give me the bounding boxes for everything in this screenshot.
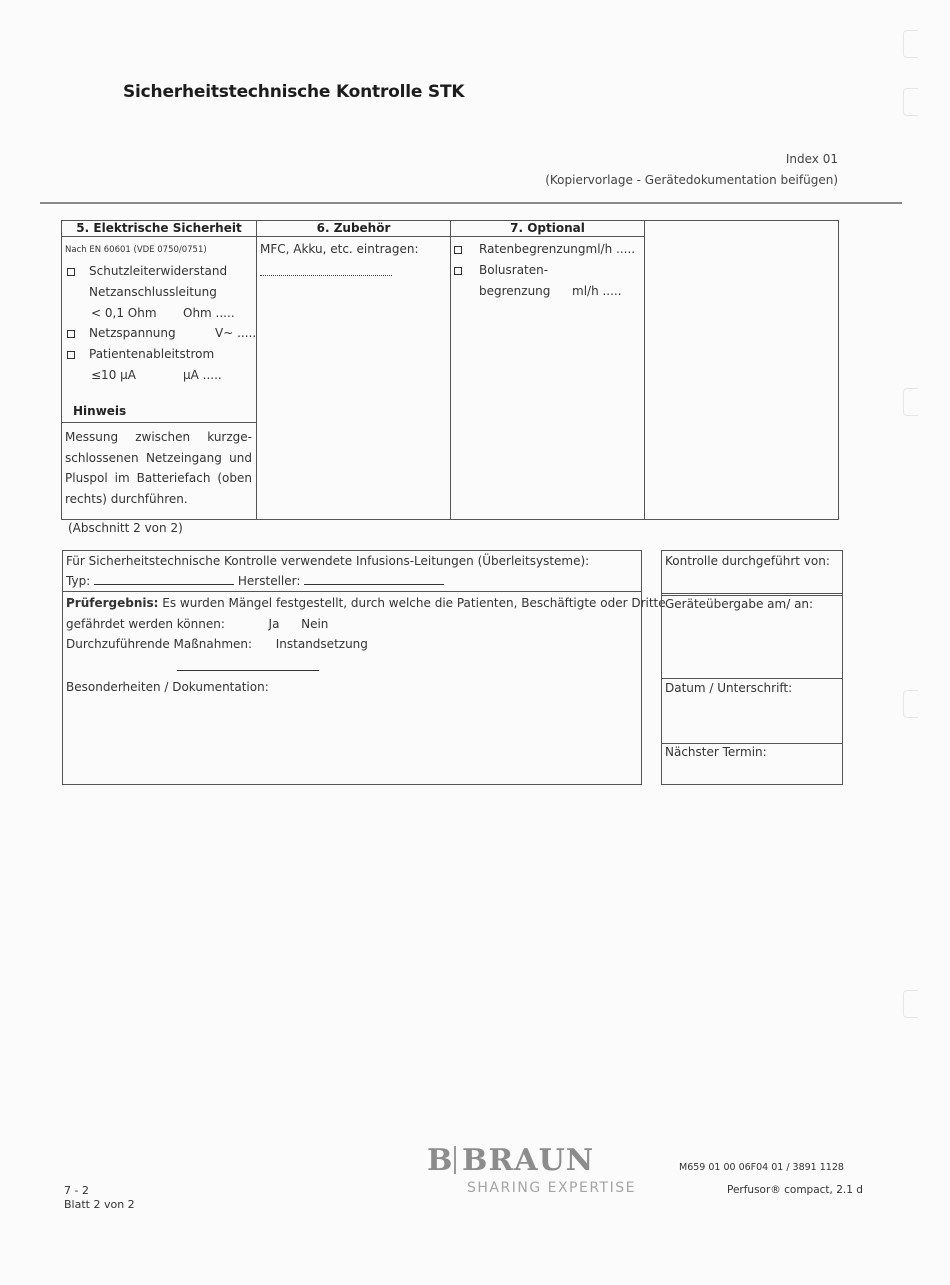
binder-tab — [903, 388, 918, 416]
binder-tab — [903, 990, 918, 1018]
bolus-limit-label: Bolusraten- — [479, 263, 549, 277]
mains-voltage-checkbox[interactable] — [67, 330, 75, 338]
leakage-current-label: Patientenableitstrom — [89, 347, 215, 361]
electrical-safety-column — [62, 221, 257, 519]
type-manufacturer-row — [66, 574, 444, 588]
optional-heading: 7. Optional — [451, 221, 644, 237]
logo-separator — [454, 1146, 456, 1174]
bolus-limit-value-field[interactable]: ml/h ..... — [572, 284, 622, 298]
logo-tagline: SHARING EXPERTISE — [467, 1180, 636, 1196]
leakage-current-limit: ≤10 µA — [91, 368, 136, 382]
empty-column — [645, 221, 840, 519]
accessories-heading: 6. Zubehör — [257, 221, 450, 237]
bolus-limit-checkbox[interactable] — [454, 267, 462, 275]
index-label: Index 01 — [785, 152, 838, 166]
no-option[interactable]: Nein — [301, 617, 329, 631]
power-cord-label: Netzanschlussleitung — [89, 285, 217, 299]
test-result-row — [66, 596, 666, 610]
rate-limit-label: Ratenbegrenzungml/h ..... — [479, 242, 636, 256]
hazard-text: gefährdet werden können: — [66, 617, 225, 631]
rate-limit-checkbox[interactable] — [454, 246, 462, 254]
right-divider-3 — [662, 743, 842, 744]
bolus-limit-label-2: begrenzung — [479, 284, 551, 298]
test-result-label: Prüfergebnis: — [66, 596, 159, 610]
electrical-safety-heading: 5. Elektrische Sicherheit — [62, 221, 256, 237]
control-info-box — [661, 550, 843, 785]
manufacturer-field[interactable] — [304, 584, 444, 585]
right-divider-1 — [662, 593, 842, 594]
accessories-entry-field[interactable] — [260, 275, 392, 276]
manufacturer-label: Hersteller: — [237, 574, 301, 588]
logo-b: B — [427, 1143, 454, 1178]
document-number: M659 01 00 06F04 01 / 3891 1128 — [679, 1162, 844, 1173]
copy-template-note: (Kopiervorlage - Gerätedokumentation beifügen) — [545, 173, 838, 187]
page-number-block — [64, 1184, 135, 1212]
norm-reference: Nach EN 60601 (VDE 0750/0751) — [65, 245, 207, 255]
test-result-text: Es wurden Mängel festgestellt, durch welche die Patienten, Beschäftigte oder Dritte — [162, 596, 666, 610]
bbraun-logo — [427, 1143, 637, 1201]
right-divider-2 — [662, 678, 842, 679]
measures-label: Durchzuführende Maßnahmen: — [66, 637, 253, 651]
hinweis-line-3: Pluspol im Batteriefach (oben — [65, 471, 252, 485]
page-title: Sicherheitstechnische Kontrolle STK — [123, 82, 465, 102]
hinweis-divider — [62, 422, 257, 423]
logo-braun: BRAUN — [462, 1143, 595, 1178]
hazard-row — [66, 617, 328, 631]
hinweis-line-2: schlossenen Netzeingang und — [65, 450, 252, 465]
protective-conductor-label: Schutzleiterwiderstand — [89, 264, 228, 278]
mains-voltage-label: Netzspannung — [89, 326, 176, 340]
page-number: 7 - 2 — [64, 1184, 89, 1197]
infusion-lines-label: Für Sicherheitstechnische Kontrolle verwendete Infusions-Leitungen (Überleitsysteme): — [66, 554, 590, 568]
hinweis-line-4: rechts) durchführen. — [65, 491, 188, 506]
binder-tab — [903, 690, 918, 718]
header-divider — [40, 202, 902, 204]
resistance-limit: < 0,1 Ohm — [91, 306, 157, 320]
right-divider-1b — [662, 595, 842, 596]
date-signature-label: Datum / Unterschrift: — [665, 681, 793, 695]
next-date-label: Nächster Termin: — [665, 745, 767, 759]
hinweis-line-1: Messung zwischen kurzge- — [65, 430, 252, 444]
handover-label: Geräteübergabe am/ an: — [665, 597, 814, 611]
accessories-instruction: MFC, Akku, etc. eintragen: — [260, 242, 419, 256]
protective-conductor-checkbox[interactable] — [67, 268, 75, 276]
inspection-table — [61, 220, 839, 520]
product-name: Perfusor® compact, 2.1 d — [727, 1184, 863, 1196]
type-field[interactable] — [94, 584, 234, 585]
measures-value[interactable]: Instandsetzung — [275, 637, 368, 651]
infusion-lines-box — [62, 550, 666, 785]
section-note: (Abschnitt 2 von 2) — [68, 521, 183, 535]
infusion-divider — [63, 591, 641, 592]
measures-row — [66, 637, 368, 651]
leakage-current-checkbox[interactable] — [67, 351, 75, 359]
performed-by-label: Kontrolle durchgeführt von: — [665, 554, 830, 568]
sheet-number: Blatt 2 von 2 — [64, 1198, 135, 1211]
yes-option[interactable]: Ja — [268, 617, 280, 631]
signature-underline[interactable] — [177, 670, 319, 671]
binder-tab — [903, 88, 918, 116]
hinweis-heading: Hinweis — [73, 404, 127, 418]
mains-voltage-value-field[interactable]: V~ ..... — [215, 326, 257, 340]
optional-column — [451, 221, 645, 519]
leakage-current-value-field[interactable]: µA ..... — [183, 368, 222, 382]
remarks-label: Besonderheiten / Dokumentation: — [66, 680, 269, 694]
accessories-column — [257, 221, 451, 519]
hinweis-text — [65, 427, 252, 509]
resistance-value-field[interactable]: Ohm ..... — [183, 306, 235, 320]
binder-tab — [903, 30, 918, 58]
type-label: Typ: — [66, 574, 91, 588]
